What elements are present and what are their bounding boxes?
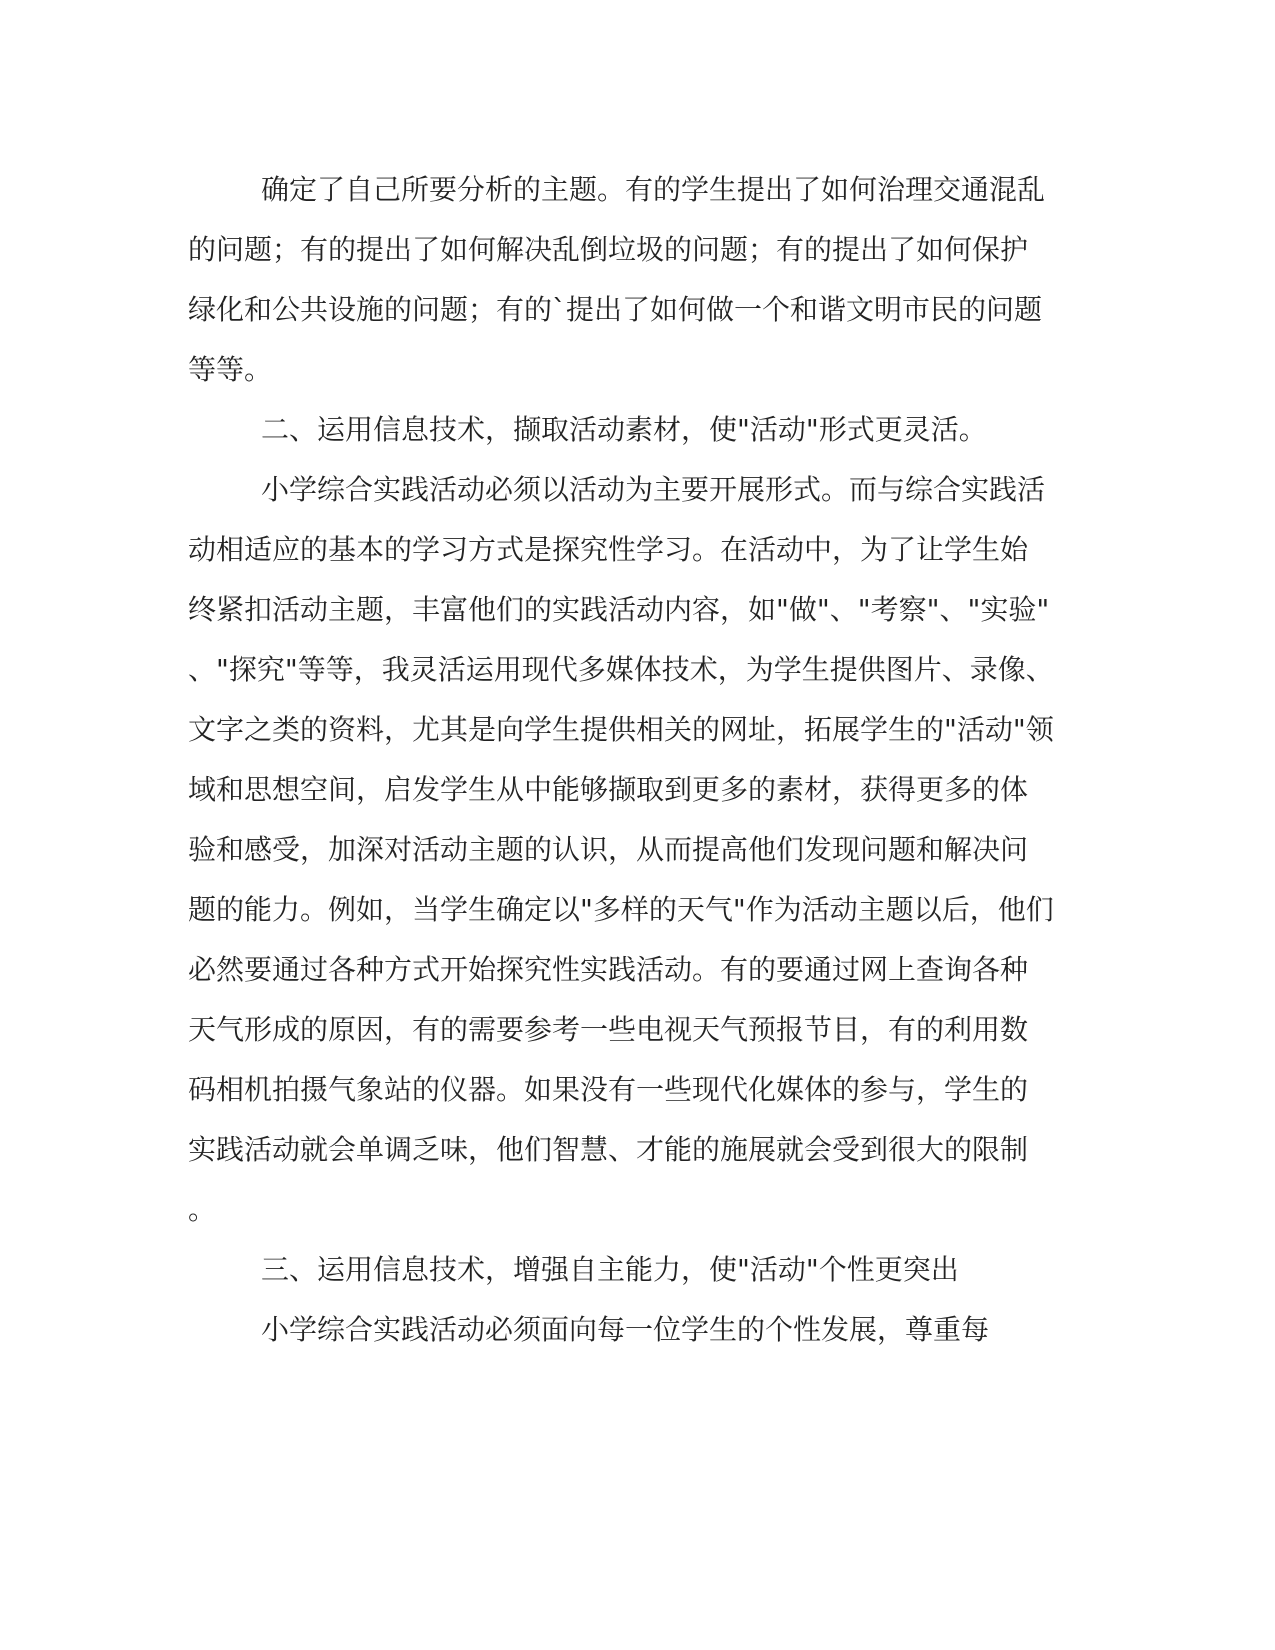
document-body [188,160,1088,1360]
text-line: 终紧扣活动主题，丰富他们的实践活动内容，如"做"、"考察"、"实验" [188,593,1050,626]
text-line: 等等。 [188,353,273,386]
text-line: 题的能力。例如，当学生确定以"多样的天气"作为活动主题以后，他们 [188,893,1054,926]
text-line: 绿化和公共设施的问题；有的`提出了如何做一个和谐文明市民的问题 [188,293,1043,326]
text-line: 天气形成的原因，有的需要参考一些电视天气预报节目，有的利用数 [188,1013,1029,1046]
text-line: 小学综合实践活动必须面向每一位学生的个性发展，尊重每 [261,1313,990,1346]
section-heading: 二、运用信息技术，撷取活动素材，使"活动"形式更灵活。 [261,413,987,446]
text-line: 验和感受，加深对活动主题的认识，从而提高他们发现问题和解决问 [188,833,1029,866]
text-line: 实践活动就会单调乏味，他们智慧、才能的施展就会受到很大的限制 [188,1133,1029,1166]
text-line: 确定了自己所要分析的主题。有的学生提出了如何治理交通混乱 [261,173,1046,206]
text-line: 的问题；有的提出了如何解决乱倒垃圾的问题；有的提出了如何保护 [188,233,1029,266]
text-line: 小学综合实践活动必须以活动为主要开展形式。而与综合实践活 [261,473,1046,506]
text-line: 动相适应的基本的学习方式是探究性学习。在活动中，为了让学生始 [188,533,1029,566]
text-line: 域和思想空间，启发学生从中能够撷取到更多的素材，获得更多的体 [188,773,1029,806]
text-line: 必然要通过各种方式开始探究性实践活动。有的要通过网上查询各种 [188,953,1029,986]
text-line: 。 [188,1193,217,1226]
text-line: 、"探究"等等，我灵活运用现代多媒体技术，为学生提供图片、录像、 [188,653,1054,686]
text-line: 文字之类的资料，尤其是向学生提供相关的网址，拓展学生的"活动"领 [188,713,1054,746]
text-line: 码相机拍摄气象站的仪器。如果没有一些现代化媒体的参与，学生的 [188,1073,1029,1106]
section-heading: 三、运用信息技术，增强自主能力，使"活动"个性更突出 [261,1253,959,1286]
